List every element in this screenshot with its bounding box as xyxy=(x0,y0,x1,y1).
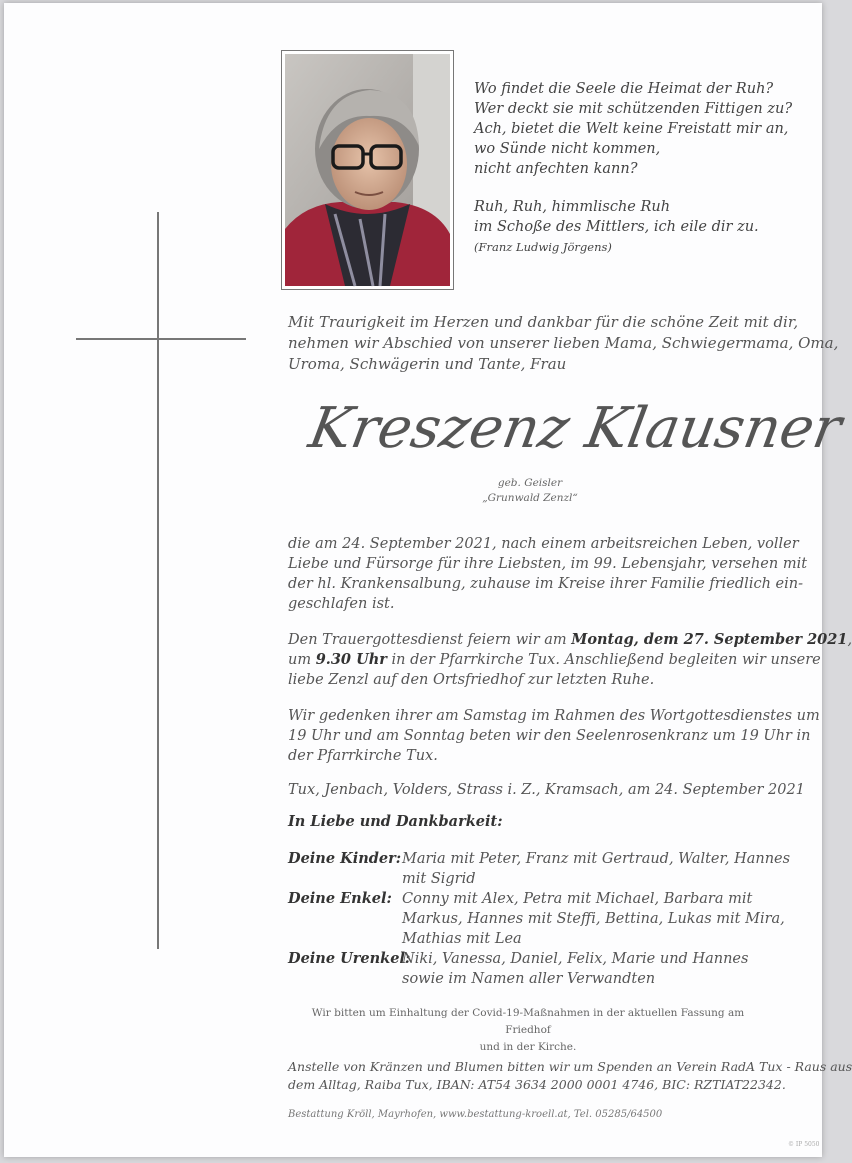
poem-line: Wer deckt sie mit schützenden Fittigen zu? xyxy=(474,101,793,117)
covid-notice: Wir bitten um Einhaltung der Covid-19-Maßnahmen in der aktuellen Fassung am Friedhof und in der Kirche. xyxy=(311,1007,745,1053)
birth-info xyxy=(450,476,610,506)
deceased-name: Kreszenz Klausner xyxy=(304,396,847,461)
paragraph-line: Liebe und Fürsorge für ihre Liebsten, im 99. Lebensjahr, versehen mit xyxy=(288,556,808,572)
obituary-sheet xyxy=(4,3,852,1157)
poem-line: Ach, bietet die Welt keine Freistatt mir an, xyxy=(474,121,789,137)
birth-name: geb. Geisler xyxy=(497,477,563,489)
poem-line: Wo findet die Seele die Heimat der Ruh? xyxy=(474,81,774,97)
paragraph-line: 19 Uhr und am Sonntag beten wir den Seelenrosenkranz um 19 Uhr in xyxy=(288,728,811,744)
poem-line: nicht anfechten kann? xyxy=(474,161,638,177)
intro-line: Uroma, Schwägerin und Tante, Frau xyxy=(288,355,567,373)
death-paragraph xyxy=(288,534,808,614)
grandchildren-names: Conny mit Alex, Petra mit Michael, Barbara mit Markus, Hannes mit Steffi, Bettina, Lukas mit Mira, Mathias mit Lea xyxy=(402,891,785,947)
paragraph-line: der hl. Krankensalbung, zuhause im Kreise ihrer Familie friedlich ein- xyxy=(288,576,803,592)
donation-request: Anstelle von Kränzen und Blumen bitten wir um Spenden an Verein RadA Tux - Raus aus dem Alltag, Raiba Tux, IBAN: AT54 3634 2000 0001 4746, BIC: RZTIAT22342. xyxy=(288,1059,852,1092)
place-date: Tux, Jenbach, Volders, Strass i. Z., Kramsach, am 24. September 2021 xyxy=(288,782,805,798)
poem-author: (Franz Ludwig Jörgens) xyxy=(474,240,612,254)
funeral-paragraph xyxy=(288,630,852,690)
paragraph-line: die am 24. September 2021, nach einem arbeitsreichen Leben, voller xyxy=(288,536,799,552)
paragraph-line: liebe Zenzl auf den Ortsfriedhof zur letzten Ruhe. xyxy=(288,672,655,688)
portrait-photo xyxy=(281,50,454,290)
intro-text xyxy=(288,312,839,375)
cross-vertical-bar xyxy=(157,212,159,949)
poem-line: Ruh, Ruh, himmlische Ruh xyxy=(474,199,671,215)
paragraph-line: geschlafen ist. xyxy=(288,596,395,612)
grandchildren-label: Deine Enkel: xyxy=(288,890,392,907)
cross-horizontal-bar xyxy=(76,338,246,340)
children-names: Maria mit Peter, Franz mit Gertraud, Walter, Hannes mit Sigrid xyxy=(402,851,791,887)
paragraph-line: der Pfarrkirche Tux. xyxy=(288,748,438,764)
paragraph-line: Den Trauergottesdienst feiern wir am Montag, dem 27. September 2021, xyxy=(288,631,852,648)
intro-line: nehmen wir Abschied von unserer lieben Mama, Schwiegermama, Oma, xyxy=(288,334,839,352)
imprint: © IP 5050 xyxy=(788,1141,820,1148)
prayer-paragraph xyxy=(288,706,820,766)
family-title: In Liebe und Dankbarkeit: xyxy=(288,813,503,830)
poem xyxy=(474,79,794,257)
funeral-home-footer: Bestattung Kröll, Mayrhofen, www.bestattung-kroell.at, Tel. 05285/64500 xyxy=(288,1109,663,1120)
poem-line: im Schoße des Mittlers, ich eile dir zu. xyxy=(474,219,759,235)
great-grandchildren-label: Deine Urenkel: xyxy=(288,950,411,967)
poem-line: wo Sünde nicht kommen, xyxy=(474,141,661,157)
paragraph-line: Wir gedenken ihrer am Samstag im Rahmen des Wortgottesdienstes um xyxy=(288,708,820,724)
portrait-image xyxy=(285,54,450,286)
funeral-date: Montag, dem 27. September 2021 xyxy=(571,631,848,648)
funeral-time: 9.30 Uhr xyxy=(315,651,387,668)
intro-line: Mit Traurigkeit im Herzen und dankbar für die schöne Zeit mit dir, xyxy=(288,313,799,331)
children-label: Deine Kinder: xyxy=(288,850,402,867)
great-grandchildren-names: Niki, Vanessa, Daniel, Felix, Marie und Hannes sowie im Namen aller Verwandten xyxy=(402,951,749,987)
nickname: „Grunwald Zenzl“ xyxy=(482,492,578,504)
paragraph-line: um 9.30 Uhr in der Pfarrkirche Tux. Anschließend begleiten wir unsere xyxy=(288,651,821,668)
